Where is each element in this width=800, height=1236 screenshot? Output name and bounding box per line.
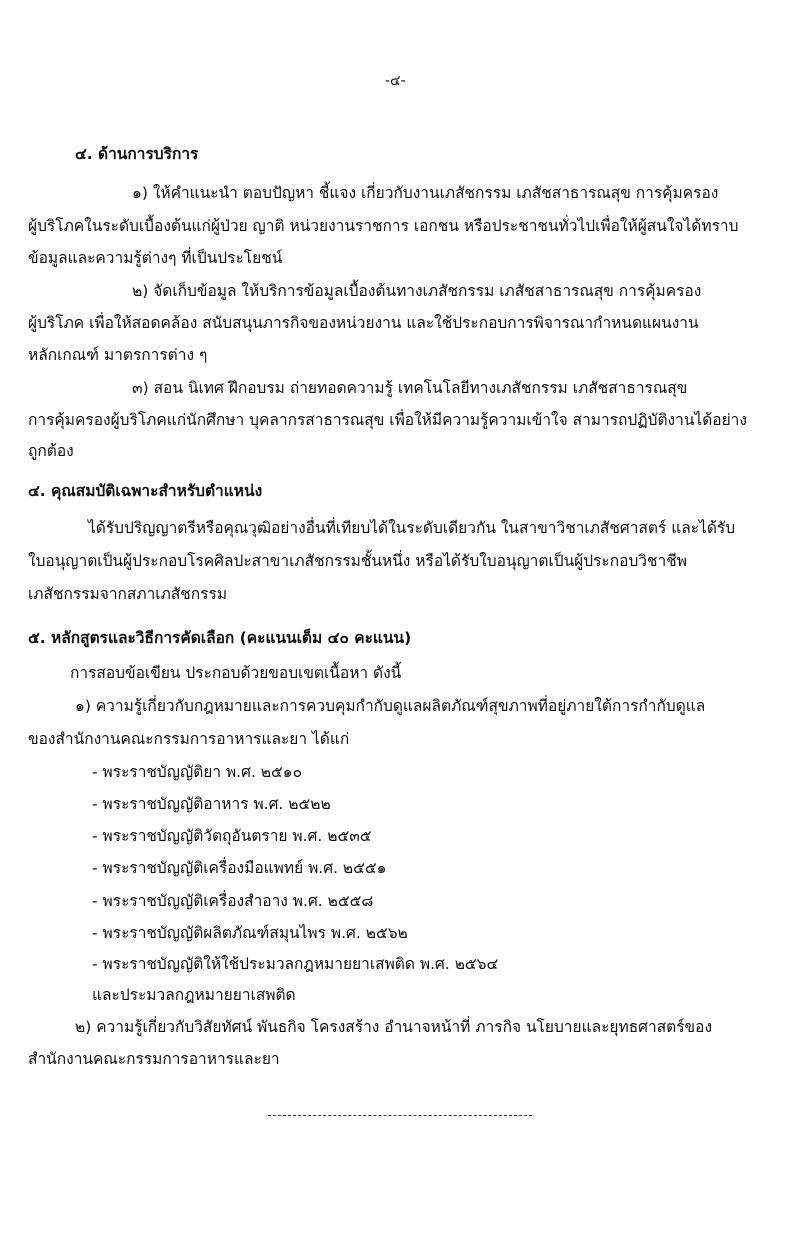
qualifications-line1: ได้รับปริญญาตรีหรือคุณวุฒิอย่างอื่นที่เทียบได้ในระดับเดียวกัน ในสาขาวิชาเภสัชศาสตร์ และได้รับ [88, 519, 736, 537]
page-number: -๔- [385, 73, 406, 89]
qualifications-heading: ๔. คุณสมบัติเฉพาะสำหรับตำแหน่ง [28, 482, 263, 500]
law-item: - พระราชบัญญัติเครื่องสำอาง พ.ศ. ๒๕๕๘ [92, 892, 374, 910]
qualifications-line3: เภสัชกรรมจากสภาเภสัชกรรม [28, 585, 228, 603]
selection-item1-line1: ๑) ความรู้เกี่ยวกับกฎหมายและการควบคุมกำกับดูแลผลิตภัณฑ์สุขภาพที่อยู่ภายใต้การกำกับดูแล [75, 697, 706, 715]
selection-item2-line1: ๒) ความรู้เกี่ยวกับวิสัยทัศน์ พันธกิจ โครงสร้าง อำนาจหน้าที่ ภารกิจ นโยบายและยุทธศาสตร์ของ [75, 1018, 713, 1036]
law-item: - พระราชบัญญัติอาหาร พ.ศ. ๒๕๒๒ [92, 795, 331, 813]
service-heading: ๔. ด้านการบริการ [75, 145, 199, 163]
selection-item1-line2: ของสำนักงานคณะกรรมการอาหารและยา ได้แก่ [28, 730, 350, 748]
law-item: - พระราชบัญญัติยา พ.ศ. ๒๕๑๐ [92, 763, 303, 781]
service-item2-line3: หลักเกณฑ์ มาตรการต่าง ๆ [28, 346, 208, 364]
law-item: - พระราชบัญญัติวัตถุอันตราย พ.ศ. ๒๕๓๕ [92, 827, 372, 845]
end-divider [268, 1115, 532, 1116]
law-item: - พระราชบัญญัติเครื่องมือแพทย์ พ.ศ. ๒๕๕๑ [92, 859, 387, 877]
law-item: - พระราชบัญญัติผลิตภัณฑ์สมุนไพร พ.ศ. ๒๕๖๒ [92, 924, 408, 942]
service-item1-line3: ข้อมูลและความรู้ต่างๆ ที่เป็นประโยชน์ [28, 249, 283, 267]
service-item2-line1: ๒) จัดเก็บข้อมูล ให้บริการข้อมูลเบื้องต้นทางเภสัชกรรม เภสัชสาธารณสุข การคุ้มครอง [132, 282, 702, 300]
selection-heading: ๕. หลักสูตรและวิธีการคัดเลือก (คะแนนเต็ม ๔๐ คะแนน) [28, 629, 412, 647]
service-item2-line2: ผู้บริโภค เพื่อให้สอดคล้อง สนับสนุนภารกิจของหน่วยงาน และใช้ประกอบการพิจารณากำหนดแผนงาน [28, 314, 699, 332]
selection-item2-line2: สำนักงานคณะกรรมการอาหารและยา [28, 1050, 280, 1068]
selection-intro: การสอบข้อเขียน ประกอบด้วยขอบเขตเนื้อหา ดังนี้ [70, 664, 402, 682]
law-item-continuation: และประมวลกฎหมายยาเสพติด [92, 986, 296, 1004]
service-item3-line1: ๓) สอน นิเทศ ฝึกอบรม ถ่ายทอดความรู้ เทคโนโลยีทางเภสัชกรรม เภสัชสาธารณสุข [132, 379, 688, 397]
service-item1-line2: ผู้บริโภคในระดับเบื้องต้นแก่ผู้ป่วย ญาติ หน่วยงานราชการ เอกชน หรือประชาชนทั่วไปเพื่อให้ผู้สนใจได้ทราบ [28, 217, 739, 235]
service-item3-line3: ถูกต้อง [28, 442, 74, 460]
law-item: - พระราชบัญญัติให้ใช้ประมวลกฎหมายยาเสพติด พ.ศ. ๒๕๖๔ [92, 955, 499, 973]
service-item3-line2: การคุ้มครองผู้บริโภคแก่นักศึกษา บุคลากรสาธารณสุข เพื่อให้มีความรู้ความเข้าใจ สามารถปฏิบัติงานได้อย่าง [28, 411, 747, 429]
qualifications-line2: ใบอนุญาตเป็นผู้ประกอบโรคศิลปะสาขาเภสัชกรรมชั้นหนึ่ง หรือได้รับใบอนุญาตเป็นผู้ประกอบวิชาชีพ [28, 552, 687, 570]
service-item1-line1: ๑) ให้คำแนะนำ ตอบปัญหา ชี้แจง เกี่ยวกับงานเภสัชกรรม เภสัชสาธารณสุข การคุ้มครอง [132, 184, 719, 202]
